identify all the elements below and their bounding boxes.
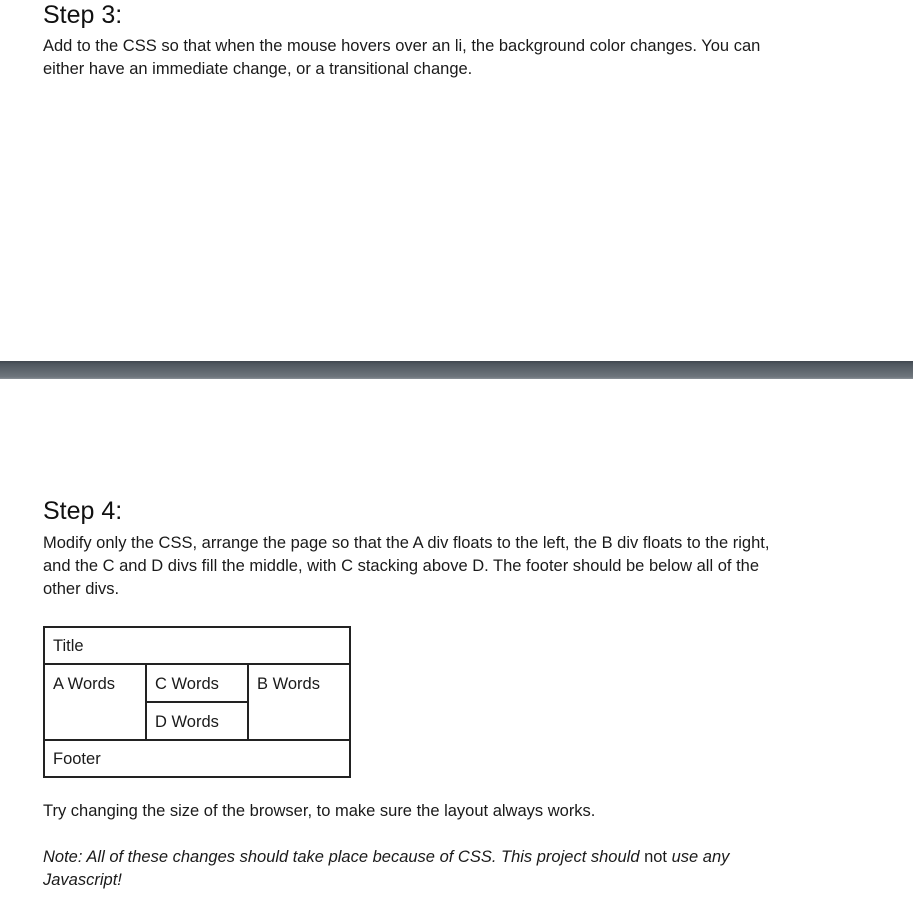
diagram-d-cell: D Words [155,713,219,731]
diagram-line-c-d [145,701,247,703]
diagram-line-footer [45,739,349,741]
diagram-line-title [45,663,349,665]
step4-line-1: Modify only the CSS, arrange the page so that the A div floats to the left, the B div floats to the right, [43,534,770,552]
step3-heading: Step 3: [43,1,123,29]
step4-line-2: and the C and D divs fill the middle, with C stacking above D. The footer should be below all of the [43,557,760,575]
step3-line-2: either have an immediate change, or a transitional change. [43,60,473,78]
diagram-title-cell: Title [53,637,84,655]
diagram-footer-cell: Footer [53,750,101,768]
step4-heading: Step 4: [43,497,123,525]
page-divider [0,361,913,379]
note-text-emphasis: not [639,848,672,866]
step3-line-1: Add to the CSS so that when the mouse hovers over an li, the background color changes. You can [43,37,761,55]
diagram-b-cell: B Words [257,675,320,693]
diagram-a-cell: A Words [53,675,116,693]
note-text-a: Note: All of these changes should take place because of CSS. This project should [43,848,640,866]
note-line-2: Javascript! [43,871,122,889]
note-line-1 [43,846,729,869]
note-text-c: use any [671,848,730,866]
layout-diagram [43,626,351,778]
step4-line-3: other divs. [43,580,120,598]
diagram-c-cell: C Words [155,675,219,693]
browser-resize-tip: Try changing the size of the browser, to make sure the layout always works. [43,802,596,820]
